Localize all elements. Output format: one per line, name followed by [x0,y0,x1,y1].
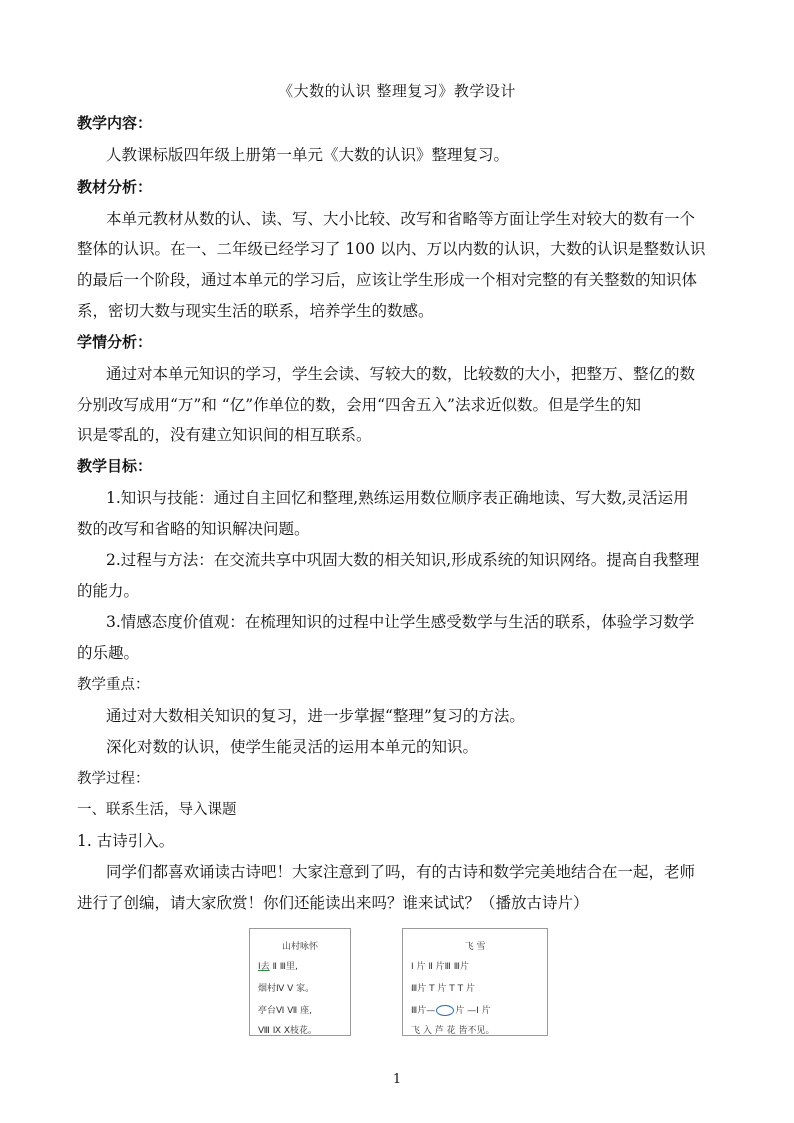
student-line-1: 通过对本单元知识的学习，学生会读、写较大的数，比较数的大小，把整万、整亿的数 [106,365,696,383]
goals-line-4: 的能力。 [77,582,140,600]
poem-right-row-2: Ⅲ片 T 片 T T 片 [411,984,476,994]
poem-left-title: 山村咏怀 [281,942,318,952]
step1-line-2: 进行了创编，请大家欣赏！你们还能读出来吗？谁来试试？（播放古诗片） [77,894,589,912]
poem-right-row-3: Ⅲ片— 片 —Ⅰ 片 [411,1006,491,1016]
poem-left-row-1b: Ⅱ Ⅲ里, [269,962,298,972]
heading-focus: 教学重点： [77,677,150,693]
goals-line-5: 3.情感态度价值观：在梳理知识的过程中让学生感受数学与生活的联系，体验学习数学 [106,613,695,631]
focus-line-2: 深化对数的认识，使学生能灵活的运用本单元的知识。 [106,738,479,756]
student-line-3: 识是零乱的，没有建立知识间的相互联系。 [77,426,372,444]
analysis-line-1: 本单元教材从数的认、读、写、大小比较、改写和省略等方面让学生对较大的数有一个 [106,210,696,228]
content-text: 人教课标版四年级上册第一单元《大数的认识》整理复习。 [106,146,510,164]
poem-image-left [249,928,351,1036]
step1-item: 1. 古诗引入。 [77,832,175,850]
poem-right-row-3b: 片 —Ⅰ 片 [455,1006,491,1016]
poem-right-title: 飞 雪 [464,942,486,952]
analysis-line-2: 整体的认识。在一、二年级已经学习了 100 以内、万以内数的认识，大数的认识是整数认识 [77,240,706,258]
heading-process: 教学过程： [77,771,150,787]
analysis-line-4: 系，密切大数与现实生活的联系，培养学生的数感。 [77,302,434,320]
heading-student: 学情分析： [77,333,153,351]
poem-right-row-4: 飞 入 芦 花 皆不见。 [411,1026,495,1036]
poem-left-row-1 [258,959,298,972]
poem-right-row-1: Ⅰ 片 Ⅱ 片Ⅲ Ⅲ片 [411,962,469,972]
goals-line-2: 数的改写和省略的知识解决问题。 [77,520,310,538]
page-number: 1 [392,1072,402,1087]
poem-right-row-3a: Ⅲ片 [411,1006,427,1016]
analysis-line-3: 的最后一个阶段，通过本单元的学习后，应该让学生形成一个相对完整的有关整数的知识体 [77,271,698,289]
poem-left-row-3: 亭台Ⅵ Ⅶ 座, [258,1006,312,1016]
heading-goals: 教学目标： [77,457,153,475]
poem-left-row-2: 烟村Ⅳ Ⅴ 家。 [258,984,315,994]
document-title: 《大数的认识 整理复习》教学设计 [278,82,516,100]
focus-line-1: 通过对大数相关知识的复习，进一步掌握“整理”复习的方法。 [106,707,525,725]
poem-image-right [402,928,548,1036]
heading-analysis: 教材分析： [77,178,153,196]
circle-zero-icon [436,1005,454,1016]
step1-heading: 一、联系生活，导入课题 [77,802,237,818]
poem-left-row-4: Ⅷ Ⅸ Ⅹ枝花。 [258,1026,317,1036]
goals-line-1: 1.知识与技能：通过自主回忆和整理,熟练运用数位顺序表正确地读、写大数,灵活运用 [106,489,689,507]
goals-line-6: 的乐趣。 [77,644,140,662]
goals-line-3: 2.过程与方法：在交流共享中巩固大数的相关知识,形成系统的知识网络。提高自我整理 [106,551,700,569]
student-line-2: 分别改写成用“万”和 “亿”作单位的数，会用“四舍五入”法求近似数。但是学生的知 [77,396,641,414]
step1-line-1: 同学们都喜欢诵读古诗吧！大家注意到了吗，有的古诗和数学完美地结合在一起，老师 [106,863,696,881]
heading-content: 教学内容： [77,114,153,132]
poem-left-row-1a: Ⅰ去 [258,962,270,972]
